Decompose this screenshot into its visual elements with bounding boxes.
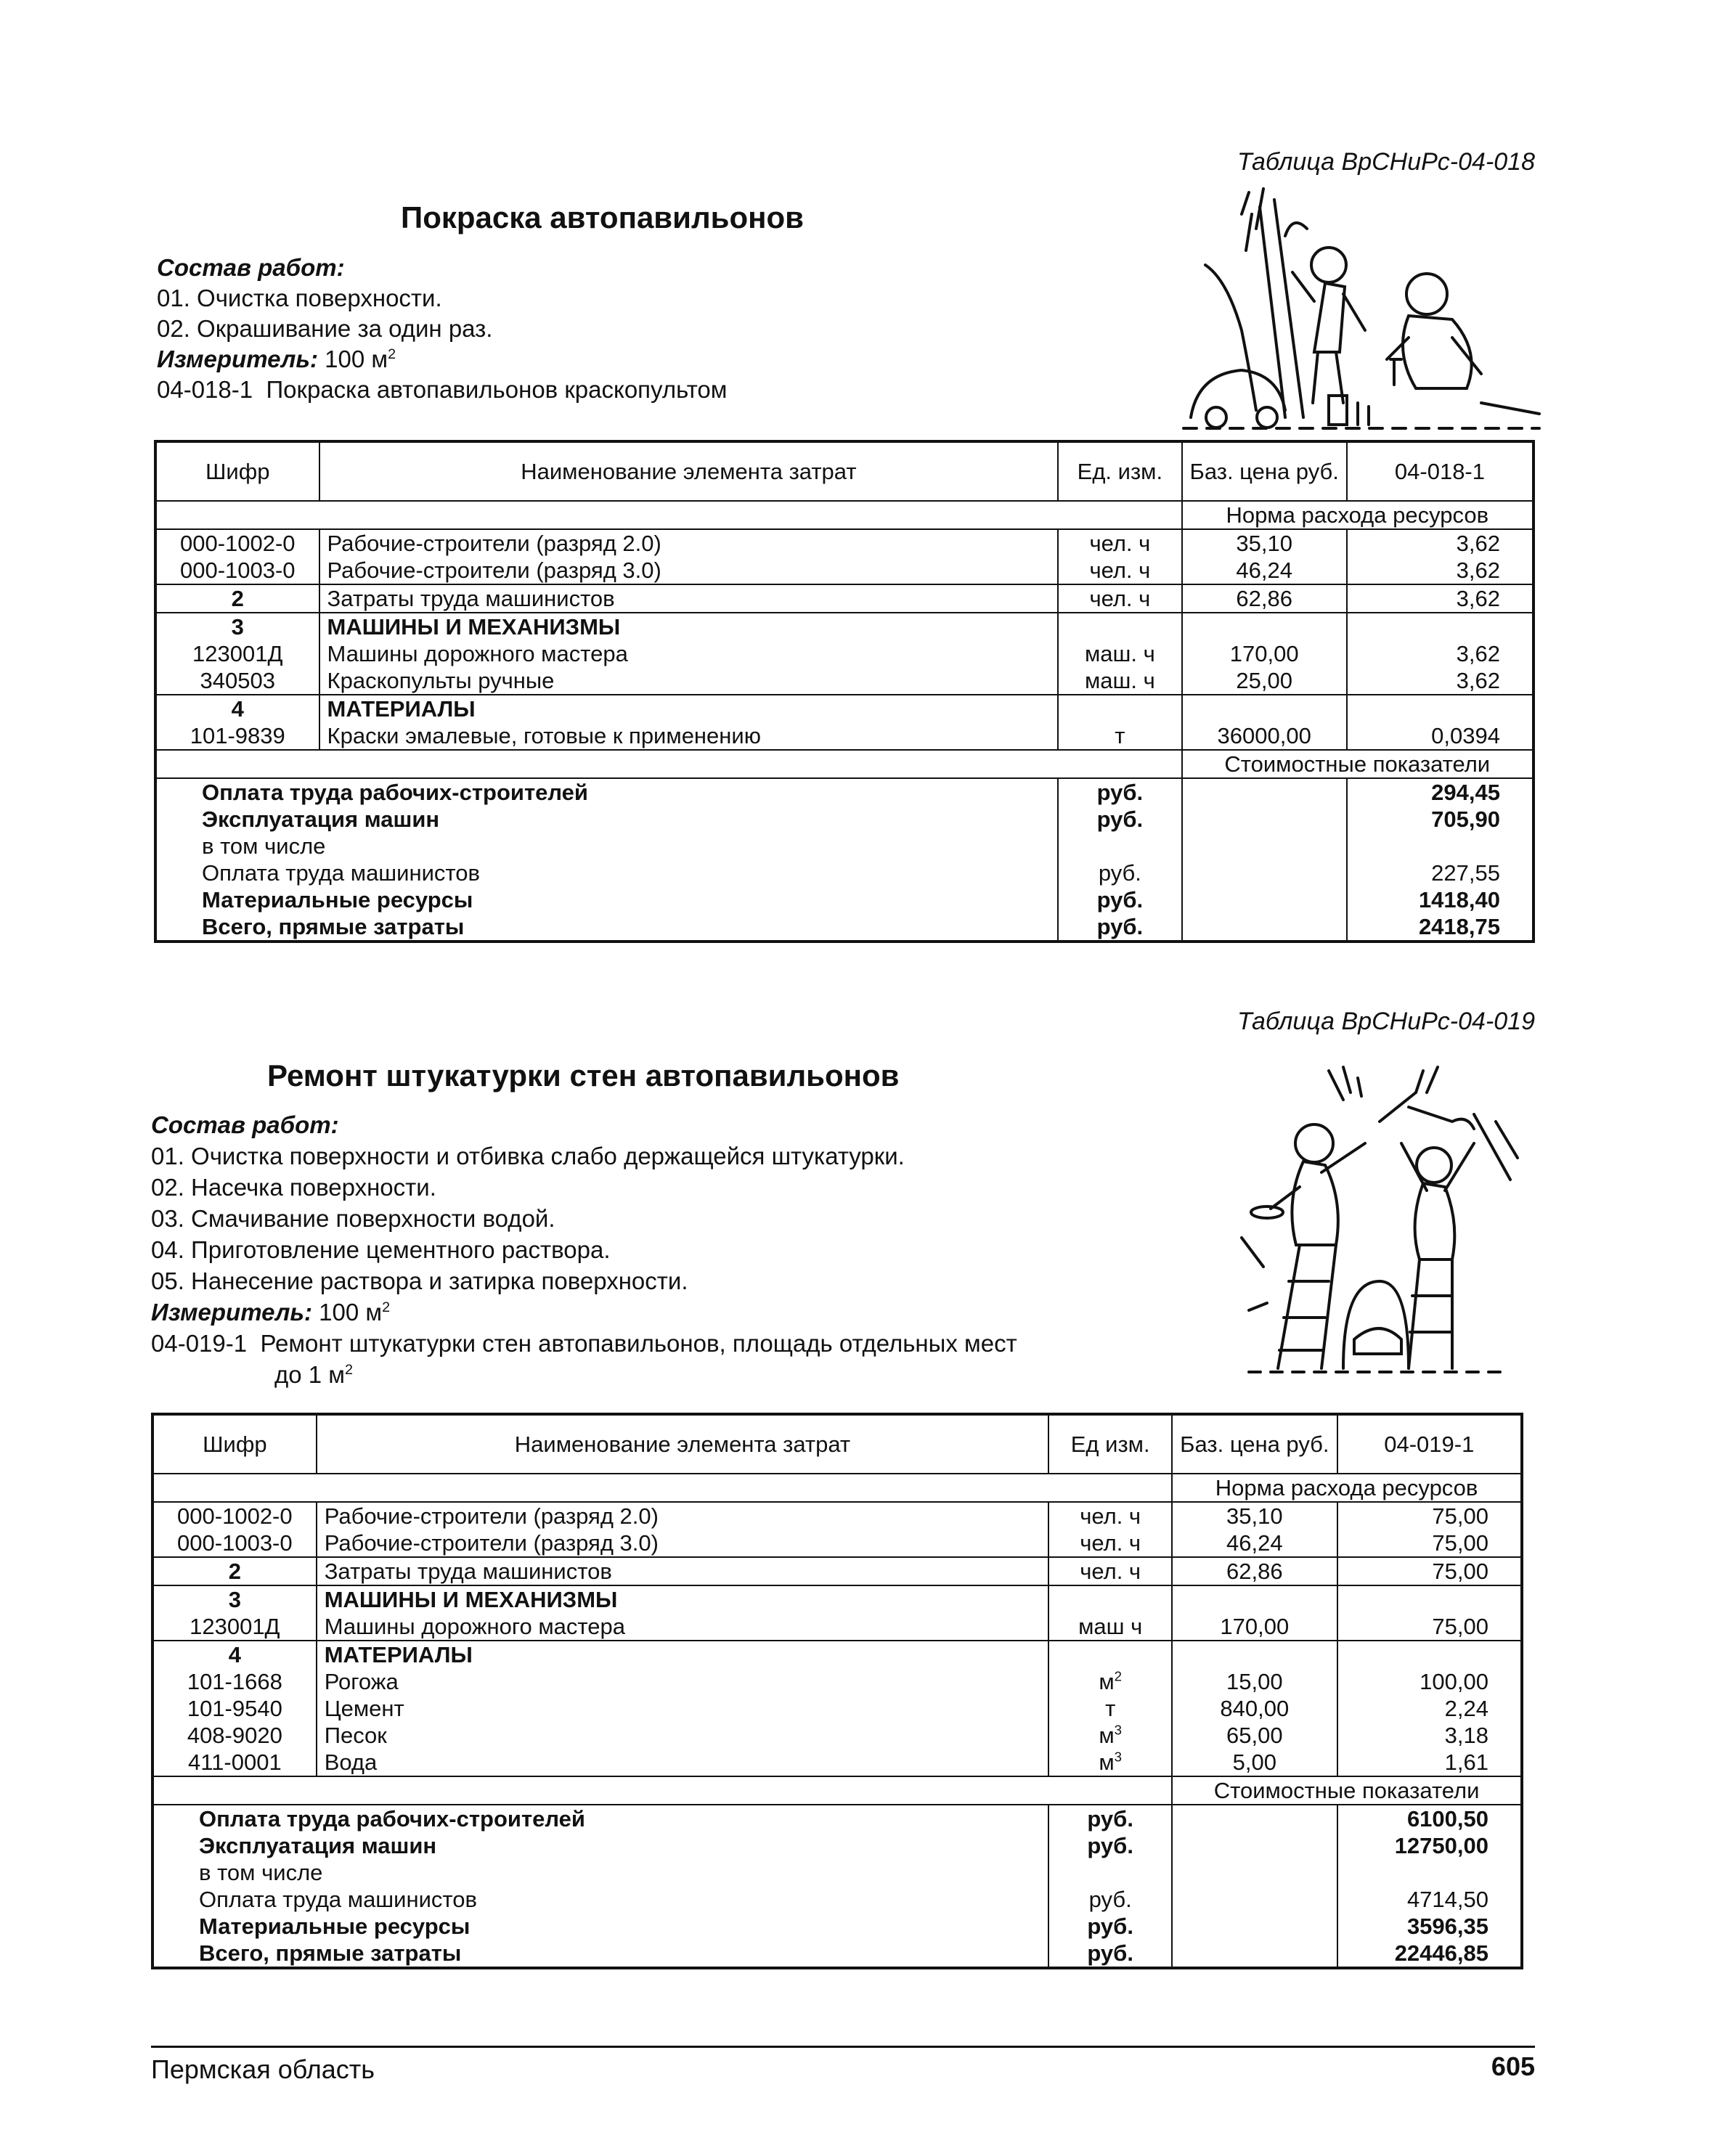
row-price: 840,00 — [1172, 1695, 1337, 1722]
summary-name: Всего, прямые затраты — [152, 1940, 1048, 1968]
unit-text: м — [1099, 1749, 1115, 1775]
summary-unit: руб. — [1058, 886, 1181, 913]
measure-label: Измеритель: — [157, 346, 318, 372]
summary-name: Эксплуатация машин — [155, 806, 1058, 833]
summary-value: 22446,85 — [1394, 1940, 1488, 1966]
row-code: 408-9020 — [152, 1722, 317, 1749]
cost-label: Стоимостные показатели — [1172, 1776, 1522, 1805]
header-norm-code: 04-019-1 — [1337, 1414, 1522, 1474]
footer-divider — [151, 2046, 1535, 2048]
row-code: 123001Д — [155, 640, 319, 667]
row-price: 170,00 — [1182, 640, 1347, 667]
row-code: 123001Д — [152, 1613, 317, 1641]
summary-value: 3596,35 — [1406, 1914, 1488, 1939]
row-value: 75,00 — [1432, 1614, 1488, 1639]
row-code: 3 — [155, 613, 319, 640]
row-unit — [1048, 1749, 1172, 1776]
row-unit — [1048, 1668, 1172, 1695]
summary-name: Материальные ресурсы — [152, 1913, 1048, 1940]
table-row — [152, 1668, 1522, 1695]
row-value: 3,62 — [1347, 584, 1534, 613]
row-price: 36000,00 — [1182, 722, 1347, 750]
row-value: 2,24 — [1444, 1696, 1488, 1721]
item-name-continued — [151, 1359, 1017, 1390]
row-name: Рабочие-строители (разряд 3.0) — [317, 1530, 1049, 1557]
summary-row — [155, 859, 1534, 886]
row-name: Вода — [317, 1749, 1049, 1776]
row-value: 3,62 — [1456, 558, 1500, 583]
norm-label: Норма расхода ресурсов — [1182, 501, 1534, 529]
row-price: 35,10 — [1172, 1502, 1337, 1530]
summary-name: Эксплуатация машин — [152, 1832, 1048, 1859]
row-name: Затраты труда машинистов — [319, 584, 1059, 613]
work-item: 03. Смачивание поверхности водой. — [151, 1205, 555, 1232]
cost-indicators-row — [152, 1776, 1522, 1805]
row-name: МАТЕРИАЛЫ — [317, 1641, 1049, 1668]
row-code: 000-1003-0 — [152, 1530, 317, 1557]
item-code: 04-018-1 — [157, 376, 253, 403]
work-item: 01. Очистка поверхности. — [157, 285, 442, 311]
table-row — [152, 1613, 1522, 1641]
header-price: Баз. цена руб. — [1182, 441, 1347, 501]
summary-row — [152, 1832, 1522, 1859]
table-ref: Таблица ВрСНиРс-04-018 — [1237, 148, 1535, 176]
row-name: Машины дорожного мастера — [317, 1613, 1049, 1641]
summary-name: Оплата труда машинистов — [152, 1886, 1048, 1913]
unit-sup: 3 — [1114, 1749, 1122, 1765]
table-row — [155, 529, 1534, 557]
row-price: 46,24 — [1172, 1530, 1337, 1557]
summary-unit: руб. — [1048, 1832, 1172, 1859]
table-row — [152, 1749, 1522, 1776]
summary-name: в том числе — [152, 1859, 1048, 1886]
measure-label: Измеритель: — [151, 1299, 312, 1326]
unit-text: м — [1099, 1723, 1115, 1748]
summary-unit: руб. — [1048, 1886, 1172, 1913]
summary-row — [152, 1913, 1522, 1940]
work-item: 05. Нанесение раствора и затирка поверхности. — [151, 1267, 688, 1294]
unit-sup: 3 — [1114, 1722, 1122, 1738]
row-value: 1,61 — [1444, 1749, 1488, 1775]
table-header-row — [152, 1414, 1522, 1474]
plasterers-illustration — [1234, 1063, 1525, 1376]
row-unit: чел. ч — [1058, 557, 1181, 584]
row-name: Рабочие-строители (разряд 2.0) — [319, 529, 1059, 557]
table-ref: Таблица ВрСНиРс-04-019 — [1237, 1008, 1535, 1035]
row-name: Краски эмалевые, готовые к применению — [319, 722, 1059, 750]
header-norm-code: 04-018-1 — [1347, 441, 1534, 501]
summary-unit: руб. — [1048, 1805, 1172, 1832]
table-row — [155, 557, 1534, 584]
row-name: Рогожа — [317, 1668, 1049, 1695]
row-value: 100,00 — [1420, 1669, 1488, 1694]
table-group-row — [152, 1585, 1522, 1613]
table-group-row — [155, 613, 1534, 640]
row-unit: чел. ч — [1048, 1530, 1172, 1557]
row-unit: маш. ч — [1058, 640, 1181, 667]
row-unit: чел. ч — [1058, 529, 1181, 557]
row-code: 4 — [152, 1641, 317, 1668]
row-code: 340503 — [155, 667, 319, 695]
table-row — [152, 1502, 1522, 1530]
measure-sup: 2 — [388, 346, 396, 362]
measure-value: 100 м — [325, 346, 388, 372]
item-name-cont: до 1 м — [274, 1361, 345, 1388]
summary-row — [155, 806, 1534, 833]
summary-unit: руб. — [1058, 806, 1181, 833]
row-name: МАШИНЫ И МЕХАНИЗМЫ — [319, 613, 1059, 640]
row-value: 75,00 — [1432, 1503, 1488, 1529]
row-price: 5,00 — [1172, 1749, 1337, 1776]
row-name: Затраты труда машинистов — [317, 1557, 1049, 1585]
row-price: 35,10 — [1182, 529, 1347, 557]
table-row — [155, 667, 1534, 695]
summary-unit: руб. — [1058, 778, 1181, 806]
row-price: 170,00 — [1172, 1613, 1337, 1641]
row-unit: чел. ч — [1048, 1557, 1172, 1585]
row-code: 101-1668 — [152, 1668, 317, 1695]
measure-value: 100 м — [319, 1299, 383, 1326]
summary-name: в том числе — [155, 833, 1058, 859]
row-price: 62,86 — [1182, 584, 1347, 613]
norm-label: Норма расхода ресурсов — [1172, 1474, 1522, 1502]
header-unit: Ед изм. — [1048, 1414, 1172, 1474]
section-title: Покраска автопавильонов — [401, 200, 804, 234]
norm-row — [155, 501, 1534, 529]
summary-row — [155, 833, 1534, 859]
work-composition — [157, 253, 727, 405]
summary-unit: руб. — [1058, 859, 1181, 886]
row-code: 3 — [152, 1585, 317, 1613]
row-code: 4 — [155, 695, 319, 722]
item-name: Ремонт штукатурки стен автопавильонов, площадь отдельных мест — [260, 1330, 1017, 1357]
table-row — [155, 722, 1534, 750]
row-unit: маш ч — [1048, 1613, 1172, 1641]
row-value: 3,62 — [1456, 531, 1500, 556]
work-composition — [151, 1109, 1017, 1390]
work-item: 01. Очистка поверхности и отбивка слабо держащейся штукатурки. — [151, 1143, 905, 1169]
row-name: Песок — [317, 1722, 1049, 1749]
page-number: 605 — [1491, 2051, 1535, 2081]
work-item: 04. Приготовление цементного раствора. — [151, 1236, 611, 1263]
row-unit: маш. ч — [1058, 667, 1181, 695]
row-name: Машины дорожного мастера — [319, 640, 1059, 667]
table-group-row — [155, 695, 1534, 722]
row-price: 62,86 — [1172, 1557, 1337, 1585]
summary-name: Всего, прямые затраты — [155, 913, 1058, 942]
row-unit: т — [1058, 722, 1181, 750]
row-code: 000-1002-0 — [152, 1502, 317, 1530]
footer-region: Пермская область — [151, 2054, 375, 2084]
row-name: Краскопульты ручные — [319, 667, 1059, 695]
summary-value: 2418,75 — [1418, 914, 1500, 939]
row-code: 101-9540 — [152, 1695, 317, 1722]
table-row — [155, 640, 1534, 667]
row-name: Цемент — [317, 1695, 1049, 1722]
header-name: Наименование элемента затрат — [319, 441, 1059, 501]
row-code: 101-9839 — [155, 722, 319, 750]
summary-name: Оплата труда рабочих-строителей — [155, 778, 1058, 806]
row-value: 3,62 — [1456, 641, 1500, 666]
summary-name: Оплата труда машинистов — [155, 859, 1058, 886]
table-row — [152, 1557, 1522, 1585]
work-item: 02. Окрашивание за один раз. — [157, 315, 493, 342]
item-line — [157, 375, 727, 405]
summary-unit: руб. — [1058, 913, 1181, 942]
row-name: МАШИНЫ И МЕХАНИЗМЫ — [317, 1585, 1049, 1613]
header-code: Шифр — [152, 1414, 317, 1474]
cost-table — [154, 440, 1535, 943]
item-name: Покраска автопавильонов краскопультом — [266, 376, 728, 403]
row-code: 000-1003-0 — [155, 557, 319, 584]
summary-unit: руб. — [1048, 1913, 1172, 1940]
summary-value: 12750,00 — [1394, 1833, 1488, 1858]
unit-sup: 2 — [1114, 1668, 1122, 1684]
measure-line — [157, 344, 727, 375]
row-value: 75,00 — [1337, 1557, 1522, 1585]
row-unit: чел. ч — [1048, 1502, 1172, 1530]
summary-row — [155, 913, 1534, 942]
row-code: 000-1002-0 — [155, 529, 319, 557]
row-name: Рабочие-строители (разряд 2.0) — [317, 1502, 1049, 1530]
summary-unit: руб. — [1048, 1940, 1172, 1968]
table-header-row — [155, 441, 1534, 501]
cost-indicators-row — [155, 750, 1534, 778]
norm-row — [152, 1474, 1522, 1502]
summary-value: 4714,50 — [1406, 1887, 1488, 1912]
header-code: Шифр — [155, 441, 319, 501]
row-unit: чел. ч — [1058, 584, 1181, 613]
summary-name: Оплата труда рабочих-строителей — [152, 1805, 1048, 1832]
row-price: 25,00 — [1182, 667, 1347, 695]
row-price: 65,00 — [1172, 1722, 1337, 1749]
painters-illustration — [1176, 185, 1554, 436]
table-row — [152, 1530, 1522, 1557]
row-value: 75,00 — [1432, 1530, 1488, 1556]
summary-value: 6100,50 — [1406, 1806, 1488, 1832]
composition-label: Состав работ: — [157, 254, 345, 281]
unit-text: м — [1099, 1669, 1115, 1694]
table-row — [152, 1695, 1522, 1722]
section-title: Ремонт штукатурки стен автопавильонов — [267, 1058, 900, 1093]
table-row — [155, 584, 1534, 613]
row-name: МАТЕРИАЛЫ — [319, 695, 1059, 722]
row-code: 2 — [152, 1557, 317, 1585]
summary-value: 294,45 — [1431, 780, 1500, 805]
summary-row — [155, 778, 1534, 806]
header-price: Баз. цена руб. — [1172, 1414, 1337, 1474]
summary-value: 1418,40 — [1418, 887, 1500, 912]
row-code: 411-0001 — [152, 1749, 317, 1776]
header-name: Наименование элемента затрат — [317, 1414, 1049, 1474]
work-item: 02. Насечка поверхности. — [151, 1174, 436, 1201]
measure-sup: 2 — [382, 1299, 391, 1315]
item-line — [151, 1328, 1017, 1359]
cost-label: Стоимостные показатели — [1182, 750, 1534, 778]
row-value: 3,62 — [1456, 668, 1500, 693]
summary-value: 705,90 — [1431, 807, 1500, 832]
row-price: 46,24 — [1182, 557, 1347, 584]
table-group-row — [152, 1641, 1522, 1668]
summary-row — [155, 886, 1534, 913]
row-value: 3,18 — [1444, 1723, 1488, 1748]
summary-name: Материальные ресурсы — [155, 886, 1058, 913]
summary-value: 227,55 — [1431, 860, 1500, 886]
row-unit: т — [1048, 1695, 1172, 1722]
summary-row — [152, 1886, 1522, 1913]
table-row — [152, 1722, 1522, 1749]
item-name-sup: 2 — [345, 1362, 354, 1378]
header-unit: Ед. изм. — [1058, 441, 1181, 501]
composition-label: Состав работ: — [151, 1111, 339, 1138]
cost-table — [151, 1413, 1523, 1969]
summary-row — [152, 1940, 1522, 1968]
measure-line — [151, 1297, 1017, 1328]
summary-row — [152, 1805, 1522, 1832]
row-name: Рабочие-строители (разряд 3.0) — [319, 557, 1059, 584]
row-unit — [1048, 1722, 1172, 1749]
row-price: 15,00 — [1172, 1668, 1337, 1695]
summary-row — [152, 1859, 1522, 1886]
row-code: 2 — [155, 584, 319, 613]
item-code: 04-019-1 — [151, 1330, 248, 1357]
row-value: 0,0394 — [1431, 723, 1500, 748]
